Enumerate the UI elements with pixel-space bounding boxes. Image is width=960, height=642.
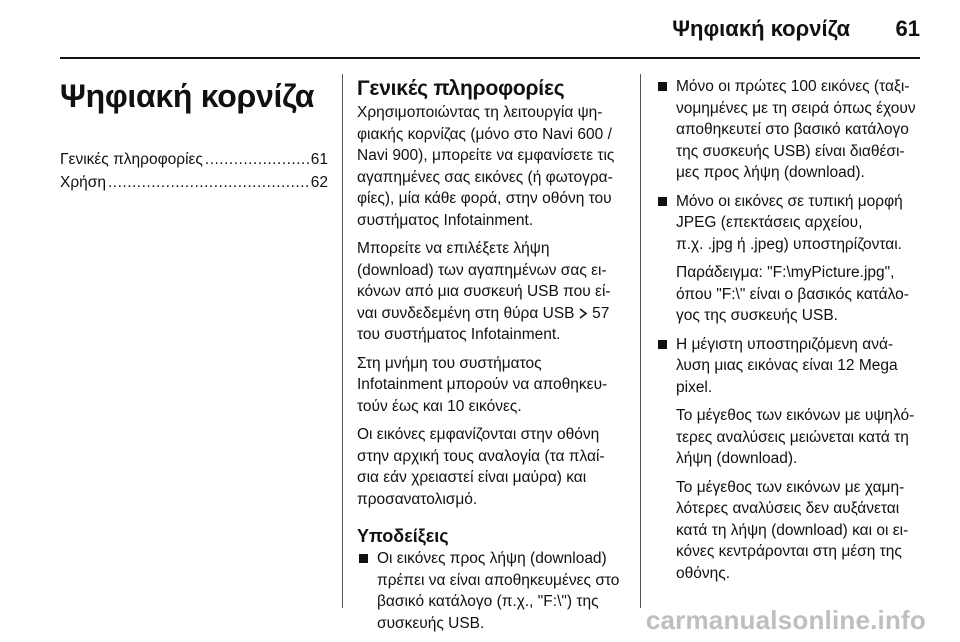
toc-entry-general[interactable] <box>60 148 328 171</box>
text-line-with-ref <box>357 303 629 325</box>
text-line: φίες), μία κάθε φορά, στην οθόνη του <box>357 190 612 207</box>
table-of-contents <box>60 148 328 194</box>
text-line: οθόνης. <box>676 564 731 582</box>
column-divider <box>342 74 343 608</box>
list-item <box>357 548 629 634</box>
text-line: λυση μιας εικόνας είναι 12 Mega <box>676 357 898 374</box>
page-reference-number: 57 <box>592 304 610 322</box>
text-line: Οι εικόνες προς λήψη (download) <box>377 550 607 567</box>
paragraph <box>357 238 629 346</box>
text-line: Infotainment μπορούν να αποθηκευ- <box>357 376 608 393</box>
text-line: όπου "F:\" είναι ο βασικός κατάλο- <box>676 285 909 303</box>
text-line: λήψη (download). <box>676 450 798 467</box>
chapter-title: Ψηφιακή κορνίζα <box>60 78 315 114</box>
square-bullet-icon <box>658 197 667 206</box>
list-item <box>656 191 928 256</box>
text-line: ναι συνδεδεμένη στη θύρα USB <box>357 304 575 322</box>
header-rule <box>60 57 920 59</box>
text-line: κόνες κεντράρονται στη μέση της <box>676 543 902 560</box>
toc-entry-usage[interactable] <box>60 171 328 194</box>
section-title-hints: Υποδείξεις <box>357 526 449 546</box>
header-page-number: 61 <box>895 16 920 41</box>
text-line: (download) των αγαπημένων σας ει- <box>357 261 607 279</box>
square-bullet-icon <box>658 82 667 91</box>
text-line: pixel. <box>676 378 713 396</box>
column-divider <box>640 74 641 608</box>
text-line: του συστήματος Infotainment. <box>357 326 561 343</box>
list-item-note <box>656 405 928 470</box>
text-line: στην αρχική τους αναλογία (τα πλαί- <box>357 447 605 465</box>
text-line: πρέπει να είναι αποθηκευμένες στο <box>377 571 620 589</box>
section-title-general: Γενικές πληροφορίες <box>357 77 565 100</box>
general-info-column <box>357 76 629 641</box>
text-line: τερες αναλύσεις μειώνεται κατά τη <box>676 428 909 446</box>
text-line: νομημένες με τη σειρά όπως έχουν <box>676 99 916 117</box>
text-line: κατά τη λήψη (download) και οι ει- <box>676 521 909 539</box>
page-reference[interactable] <box>579 305 610 322</box>
text-line: Μόνο οι εικόνες σε τυπική μορφή <box>676 192 903 210</box>
text-line: Παράδειγμα: "F:\myPicture.jpg", <box>676 264 895 281</box>
paragraph <box>357 424 629 510</box>
text-line: π.χ. .jpg ή .jpeg) υποστηρίζονται. <box>676 235 902 253</box>
text-line: μες προς λήψη (download). <box>676 164 865 181</box>
right-arrow-reference-icon <box>579 308 588 319</box>
text-line: Οι εικόνες εμφανίζονται στην οθόνη <box>357 426 600 443</box>
text-line: Στη μνήμη του συστήματος <box>357 354 542 372</box>
text-line: σια εάν χρειαστεί είναι μαύρα) και <box>357 469 587 486</box>
watermark: carmanualsonline.info <box>645 605 926 635</box>
text-line: φιακής κορνίζας (μόνο στο Navi 600 / <box>357 125 612 143</box>
text-line: Navi 900), μπορείτε να εμφανίσετε τις <box>357 147 615 164</box>
chapter-column <box>60 76 328 194</box>
toc-page: 62 <box>310 174 328 191</box>
text-line: συστήματος Infotainment. <box>357 211 534 229</box>
list-item <box>656 76 928 184</box>
page-header <box>60 16 920 46</box>
square-bullet-icon <box>359 554 368 563</box>
text-line: αγαπημένες σας εικόνες (ή φωτογρα- <box>357 168 613 186</box>
text-line: κόνων από μια συσκευή USB που εί- <box>357 283 611 300</box>
text-line: λότερες αναλύσεις δεν αυξάνεται <box>676 500 900 517</box>
list-item-note <box>656 262 928 327</box>
toc-page: 61 <box>310 151 328 168</box>
text-line: της συσκευής USB) είναι διαθέσι- <box>676 142 905 160</box>
paragraph <box>357 102 629 231</box>
text-line: Μόνο οι πρώτες 100 εικόνες (ταξι- <box>676 78 910 95</box>
text-line: Το μέγεθος των εικόνων με υψηλό- <box>676 407 915 424</box>
text-line: Μπορείτε να επιλέξετε λήψη <box>357 240 550 257</box>
text-line: αποθηκευτεί στο βασικό κατάλογο <box>676 121 909 138</box>
toc-leader-dots <box>108 171 309 194</box>
list-item-note <box>656 477 928 585</box>
toc-label: Χρήση <box>60 174 106 191</box>
text-line: JPEG (επεκτάσεις αρχείου, <box>676 214 863 231</box>
text-line: προσανατολισμό. <box>357 490 478 508</box>
toc-leader-dots <box>205 148 309 171</box>
toc-label: Γενικές πληροφορίες <box>60 151 203 168</box>
paragraph <box>357 353 629 418</box>
header-title: Ψηφιακή κορνίζα <box>672 16 850 41</box>
square-bullet-icon <box>658 340 667 349</box>
text-line: βασικό κατάλογο (π.χ., "F:\") της <box>377 593 599 610</box>
text-line: γος της συσκευής USB. <box>676 307 838 324</box>
text-line: Η μέγιστη υποστηριζόμενη ανά- <box>676 335 894 353</box>
hints-continued-column <box>656 76 928 591</box>
text-line: Το μέγεθος των εικόνων με χαμη- <box>676 478 905 496</box>
text-line: τούν έως και 10 εικόνες. <box>357 397 522 415</box>
list-item <box>656 334 928 399</box>
text-line: Χρησιμοποιώντας τη λειτουργία ψη- <box>357 104 603 121</box>
text-line: συσκευής USB. <box>377 614 485 632</box>
